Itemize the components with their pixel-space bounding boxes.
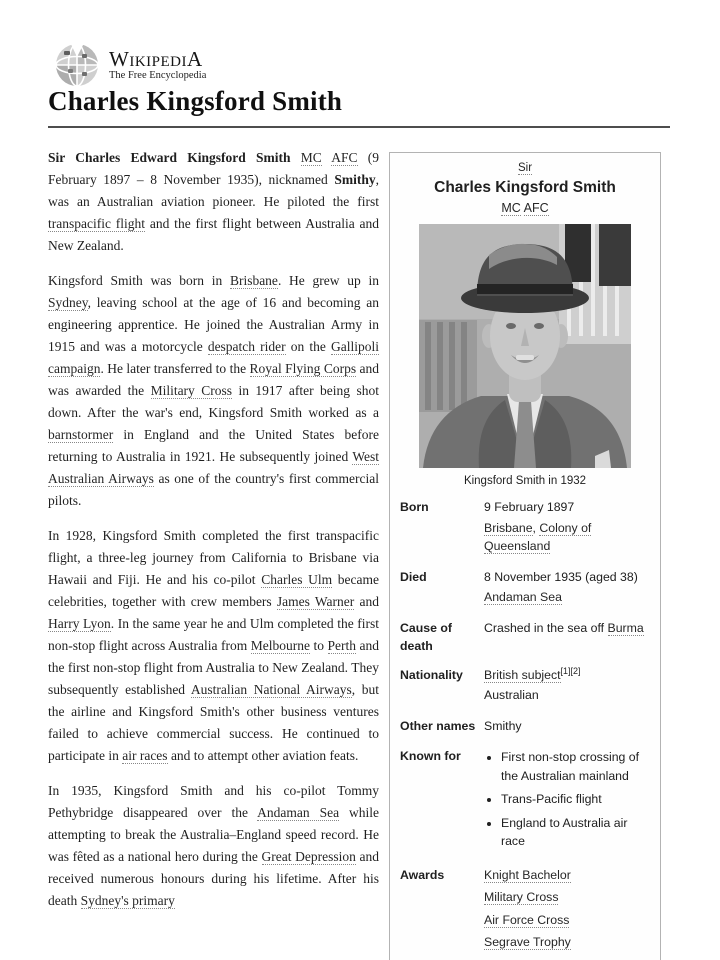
infobox-value [484,666,650,707]
wiki-link[interactable]: Andaman Sea [484,590,562,604]
wiki-link[interactable]: Segrave Trophy [484,935,571,949]
wiki-link[interactable]: Perth [327,638,356,653]
wikipedia-globe-icon[interactable] [54,42,100,88]
infobox-label: Born [400,500,429,514]
infobox-value-line: Brisbane, Colony of Queensland [484,520,592,553]
infobox-value-line [484,888,650,907]
wiki-link[interactable]: Air Force Cross [484,912,570,927]
wiki-link[interactable]: Military Cross [484,890,559,904]
infobox-row-other-names [400,717,650,738]
infobox-row-died [400,568,650,609]
wiki-link[interactable]: British subject [484,667,561,682]
infobox-value-line [484,666,650,685]
infobox-postnominals [400,199,650,217]
wiki-link[interactable]: Brisbane [229,273,278,288]
article-paragraph: In 1935, Kingsford Smith and his co-pilot Tommy Pethybridge disappeared over the Andaman Sea while attempting to break the Australia–England speed record. He was fêted as a national hero during the Great Depression and received numerous honours during his lifetime. After his death Sydney's primary [48,783,380,908]
wiki-link[interactable]: Knight Bachelor [484,867,571,882]
infobox-label: Nationality [400,667,463,682]
wiki-link[interactable]: MC [300,150,322,165]
site-header [54,42,206,88]
wiki-link[interactable]: Military Cross [150,383,233,398]
wiki-link[interactable]: James Warner [276,594,355,609]
wiki-link[interactable]: Harry Lyon [48,616,111,631]
portrait-figure [400,224,650,488]
infobox-value [484,619,650,656]
wiki-link[interactable]: Brisbane [484,520,533,535]
portrait-photo[interactable] [419,224,631,468]
bold-text: Sir Charles Edward Kingsford Smith [48,150,291,165]
infobox-rows [400,498,650,956]
infobox-value [484,717,650,738]
wiki-link[interactable]: Sydney [48,295,88,310]
infobox-value-line [484,933,650,952]
infobox-value-line: Australian [484,688,539,702]
pretitle-link[interactable]: Sir [517,162,533,174]
infobox-value [484,747,650,856]
wiki-link[interactable]: West Australian Airways [48,449,379,486]
infobox-value-line [484,588,650,607]
wiki-link[interactable]: transpacific flight [48,216,146,231]
infobox-pretitle [400,161,650,175]
infobox-row-born [400,498,650,558]
postnominal-link[interactable]: AFC [523,201,549,215]
reference-link[interactable]: [1][2] [560,665,581,676]
article-title: Charles Kingsford Smith [48,86,343,116]
wikipedia-tagline: The Free Encyclopedia [109,70,207,81]
bold-text: Smithy [334,172,376,187]
wiki-link[interactable]: Gallipoli campaign [48,339,380,376]
wiki-link[interactable]: Sydney's primary [80,893,175,908]
infobox-title: Charles Kingsford Smith [434,179,616,196]
infobox-value-line: Crashed in the sea off Burma [484,620,644,635]
infobox-value-line: 8 November 1935 (aged 38) [484,569,638,584]
wiki-link[interactable]: Andaman Sea [257,805,340,820]
infobox-label: Cause of death [400,620,452,653]
title-divider [48,126,670,128]
infobox [389,152,661,960]
infobox-label: Died [400,569,427,584]
infobox-value-line [484,866,650,885]
infobox-row-known-for [400,747,650,856]
wikipedia-wordmark[interactable]: WikipediA [109,47,203,71]
wiki-link[interactable]: Charles Ulm [261,572,333,587]
wiki-link[interactable]: AFC [331,150,358,165]
known-for-item: • England to Australia air race [501,814,650,851]
infobox-value [484,498,650,558]
known-for-item: • First non-stop crossing of the Australian mainland [501,748,650,785]
infobox-value [484,866,650,956]
infobox-label: Awards [400,867,445,882]
article-body [48,147,379,925]
wiki-link[interactable]: Melbourne [250,638,310,653]
infobox-row-awards [400,866,650,956]
wiki-link[interactable]: despatch rider [207,339,286,354]
article-paragraph: In 1928, Kingsford Smith completed the first transpacific flight, a three-leg journey from California to Brisbane via Hawaii and Fiji. He and his co-pilot Charles Ulm became celebrities, together with crew members James Warner and Harry Lyon. In the same year he and Ulm completed the first non-stop flight across Australia from Melbourne to Perth and the first non-stop flight from Australia to New Zealand. They subsequently established Australian National Airways, but the airline and Kingsford Smith's other business ventures failed to achieve commercial success. He continued to participate in air races and to attempt other aviation feats. [48,528,380,763]
infobox-label: Known for [400,749,461,763]
article-paragraph: Kingsford Smith was born in Brisbane. He grew up in Sydney, leaving school at the age of 16 and becoming an engineering apprentice. He joined the Australian Army in 1915 and was a motorcycle despatch rider on the Gallipoli campaign. He later transferred to the Royal Flying Corps and was awarded the Military Cross in 1917 after being shot down. After the war's end, Kingsford Smith worked as a barnstormer in England and the United States before returning to Australia in 1921. He subsequently joined West Australian Airways as one of the country's first commercial pilots. [48,273,380,508]
infobox-row-nationality [400,666,650,707]
infobox-label: Other names [400,718,476,733]
infobox-value-line [484,911,650,930]
known-for-list [484,748,650,851]
wiki-link[interactable]: Australian National Airways [190,682,352,697]
photo-caption: Kingsford Smith in 1932 [463,475,587,487]
infobox-value-line: 9 February 1897 [484,500,575,514]
postnominal-link[interactable]: MC [501,201,521,215]
wiki-link[interactable]: Great Depression [261,849,356,864]
known-for-item: • Trans-Pacific flight [501,790,650,809]
infobox-row-cause-of-death [400,619,650,656]
wiki-link[interactable]: Colony of Queensland [484,520,592,553]
wiki-link[interactable]: air races [122,748,168,763]
infobox-value [484,568,650,609]
wiki-link[interactable]: Royal Flying Corps [249,361,357,376]
wiki-link[interactable]: Burma [607,620,644,635]
infobox-value-line: Smithy [484,718,522,733]
wiki-link[interactable]: barnstormer [48,427,114,442]
article-paragraph: Sir Charles Edward Kingsford Smith MC AFC (9 February 1897 – 8 November 1935), nicknamed Smithy, was an Australian aviation pioneer. He piloted the first transpacific flight and the first flight between Australia and New Zealand. [48,150,380,253]
